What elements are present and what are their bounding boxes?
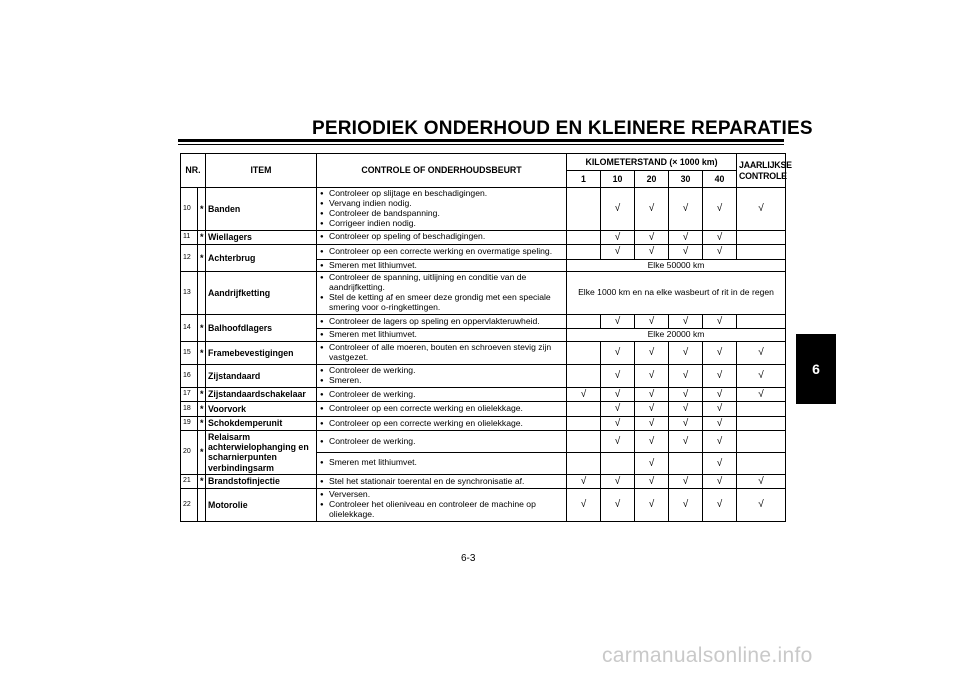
check-cell: √ <box>703 416 737 431</box>
table-row <box>181 230 786 245</box>
row-number: 20 <box>181 431 198 474</box>
check-cell: √ <box>601 431 635 453</box>
action-list <box>319 390 564 400</box>
table-row <box>181 387 786 402</box>
row-star: * <box>198 342 206 365</box>
table-row <box>181 489 786 522</box>
check-cell: √ <box>635 474 669 489</box>
action-item: ● Controleer op slijtage en beschadigingen. <box>319 189 564 199</box>
row-item: Framebevestigingen <box>206 342 317 365</box>
maintenance-table <box>180 153 792 522</box>
title-rule-thin <box>178 144 784 145</box>
row-star: * <box>198 474 206 489</box>
row-star: * <box>198 402 206 417</box>
action-list <box>319 317 564 327</box>
check-cell: √ <box>601 188 635 231</box>
check-cell <box>567 314 601 329</box>
check-cell <box>737 230 786 245</box>
action-item: ● Controleer of alle moeren, bouten en schroeven stevig zijn vastgezet. <box>319 343 564 363</box>
row-number: 11 <box>181 230 198 245</box>
header-annual-line2: CONTROLE <box>739 170 787 181</box>
interval-cell: Elke 1000 km en na elke wasbeurt of rit in de regen <box>567 272 786 315</box>
check-cell: √ <box>601 416 635 431</box>
check-cell: √ <box>635 387 669 402</box>
row-star: * <box>198 245 206 272</box>
check-cell: √ <box>669 365 703 388</box>
action-cell <box>317 342 567 365</box>
action-list <box>319 404 564 414</box>
table-row <box>181 365 786 388</box>
check-cell: √ <box>703 245 737 260</box>
check-cell: √ <box>703 230 737 245</box>
action-list <box>319 343 564 363</box>
header-km-20: 20 <box>635 171 669 188</box>
row-number: 10 <box>181 188 198 231</box>
action-cell <box>317 314 567 329</box>
action-item: ● Smeren met lithiumvet. <box>319 330 564 340</box>
row-item: Zijstandaardschakelaar <box>206 387 317 402</box>
check-cell: √ <box>635 452 669 474</box>
action-cell <box>317 272 567 315</box>
action-cell <box>317 259 567 272</box>
check-cell <box>737 416 786 431</box>
row-number: 22 <box>181 489 198 522</box>
table-row <box>181 188 786 231</box>
row-number: 17 <box>181 387 198 402</box>
header-km-10: 10 <box>601 171 635 188</box>
table-row <box>181 342 786 365</box>
row-number: 18 <box>181 402 198 417</box>
table-row <box>181 474 786 489</box>
check-cell: √ <box>567 387 601 402</box>
check-cell: √ <box>703 365 737 388</box>
check-cell <box>567 431 601 453</box>
check-cell: √ <box>635 314 669 329</box>
check-cell <box>567 365 601 388</box>
header-annual <box>737 154 792 188</box>
header-km: KILOMETERSTAND (× 1000 km) <box>567 154 737 171</box>
action-cell <box>317 474 567 489</box>
check-cell: √ <box>601 489 635 522</box>
check-cell <box>567 245 601 260</box>
action-list <box>319 232 564 242</box>
action-list <box>319 261 564 271</box>
check-cell: √ <box>601 245 635 260</box>
action-cell <box>317 402 567 417</box>
check-cell: √ <box>669 314 703 329</box>
row-number: 12 <box>181 245 198 272</box>
action-list <box>319 189 564 229</box>
check-cell: √ <box>635 245 669 260</box>
row-item: Achterbrug <box>206 245 317 272</box>
action-cell <box>317 387 567 402</box>
row-star: * <box>198 230 206 245</box>
action-list <box>319 419 564 429</box>
check-cell: √ <box>601 474 635 489</box>
header-nr: NR. <box>181 154 206 188</box>
action-item: ● Controleer op speling of beschadigingen. <box>319 232 564 242</box>
check-cell: √ <box>669 342 703 365</box>
row-star: * <box>198 416 206 431</box>
check-cell: √ <box>703 489 737 522</box>
check-cell: √ <box>635 230 669 245</box>
row-item: Schokdemperunit <box>206 416 317 431</box>
check-cell: √ <box>635 365 669 388</box>
title-rule-thick <box>178 139 784 142</box>
row-number: 13 <box>181 272 198 315</box>
check-cell: √ <box>669 402 703 417</box>
check-cell: √ <box>669 245 703 260</box>
header-km-1: 1 <box>567 171 601 188</box>
row-item: Brandstofinjectie <box>206 474 317 489</box>
check-cell: √ <box>669 188 703 231</box>
table-row <box>181 431 786 453</box>
check-cell: √ <box>703 474 737 489</box>
check-cell: √ <box>567 474 601 489</box>
action-item: ● Smeren met lithiumvet. <box>319 261 564 271</box>
interval-cell: Elke 20000 km <box>567 329 786 342</box>
action-cell <box>317 416 567 431</box>
action-cell <box>317 489 567 522</box>
check-cell: √ <box>737 188 786 231</box>
check-cell: √ <box>669 474 703 489</box>
check-cell <box>737 314 786 329</box>
watermark: carmanualsonline.info <box>602 644 813 667</box>
check-cell: √ <box>669 387 703 402</box>
table-row <box>181 416 786 431</box>
action-cell <box>317 230 567 245</box>
row-star <box>198 365 206 388</box>
check-cell: √ <box>737 387 786 402</box>
check-cell <box>567 452 601 474</box>
row-number: 14 <box>181 314 198 341</box>
check-cell: √ <box>601 365 635 388</box>
action-cell <box>317 431 567 453</box>
check-cell: √ <box>601 402 635 417</box>
action-cell <box>317 245 567 260</box>
action-item: ● Controleer op een correcte werking en overmatige speling. <box>319 247 564 257</box>
check-cell: √ <box>635 489 669 522</box>
action-cell <box>317 329 567 342</box>
action-item: ● Stel het stationair toerental en de synchronisatie af. <box>319 477 564 487</box>
row-item: Voorvork <box>206 402 317 417</box>
row-star: * <box>198 314 206 341</box>
header-item: ITEM <box>206 154 317 188</box>
check-cell: √ <box>635 416 669 431</box>
check-cell: √ <box>703 452 737 474</box>
header-annual-line1: JAARLIJKSE <box>739 159 792 170</box>
action-item: ● Verversen. <box>319 490 564 500</box>
row-number: 19 <box>181 416 198 431</box>
check-cell <box>737 245 786 260</box>
check-cell <box>567 402 601 417</box>
action-item: ● Stel de ketting af en smeer deze grondig met een speciale smering voor o-ringkettingen. <box>319 293 564 313</box>
action-item: ● Controleer de werking. <box>319 366 564 376</box>
check-cell <box>567 416 601 431</box>
row-star: * <box>198 188 206 231</box>
row-number: 21 <box>181 474 198 489</box>
check-cell: √ <box>635 402 669 417</box>
row-star <box>198 272 206 315</box>
action-list <box>319 247 564 257</box>
row-item: Zijstandaard <box>206 365 317 388</box>
action-cell <box>317 452 567 474</box>
check-cell: √ <box>635 431 669 453</box>
interval-cell: Elke 50000 km <box>567 259 786 272</box>
action-item: ● Controleer op een correcte werking en olielekkage. <box>319 419 564 429</box>
action-list <box>319 366 564 386</box>
action-item: ● Controleer de werking. <box>319 390 564 400</box>
check-cell <box>567 188 601 231</box>
table-row <box>181 402 786 417</box>
row-number: 15 <box>181 342 198 365</box>
row-number: 16 <box>181 365 198 388</box>
check-cell: √ <box>601 387 635 402</box>
check-cell: √ <box>669 230 703 245</box>
action-list <box>319 273 564 313</box>
table-row <box>181 314 786 329</box>
check-cell: √ <box>601 314 635 329</box>
header-km-40: 40 <box>703 171 737 188</box>
table-row <box>181 272 786 315</box>
row-item: Wiellagers <box>206 230 317 245</box>
header-check: CONTROLE OF ONDERHOUDSBEURT <box>317 154 567 188</box>
action-item: ● Controleer de werking. <box>319 437 564 447</box>
row-item: Relaisarm achterwielophanging en scharnierpunten verbindingsarm <box>206 431 317 474</box>
row-item: Aandrijfketting <box>206 272 317 315</box>
action-item: ● Corrigeer indien nodig. <box>319 219 564 229</box>
action-item: ● Vervang indien nodig. <box>319 199 564 209</box>
check-cell: √ <box>703 314 737 329</box>
row-item: Balhoofdlagers <box>206 314 317 341</box>
check-cell: √ <box>635 342 669 365</box>
check-cell: √ <box>737 489 786 522</box>
action-cell <box>317 188 567 231</box>
row-item: Banden <box>206 188 317 231</box>
header-km-30: 30 <box>669 171 703 188</box>
check-cell <box>737 402 786 417</box>
page-number: 6-3 <box>461 553 476 564</box>
action-item: ● Smeren. <box>319 376 564 386</box>
action-list <box>319 437 564 447</box>
action-item: ● Controleer de lagers op speling en oppervlakteruwheid. <box>319 317 564 327</box>
check-cell: √ <box>601 230 635 245</box>
action-list <box>319 330 564 340</box>
check-cell <box>737 452 786 474</box>
chapter-tab: 6 <box>796 334 836 404</box>
action-item: ● Controleer de bandspanning. <box>319 209 564 219</box>
action-cell <box>317 365 567 388</box>
check-cell: √ <box>737 474 786 489</box>
check-cell: √ <box>669 489 703 522</box>
table-row <box>181 245 786 260</box>
check-cell: √ <box>703 431 737 453</box>
check-cell: √ <box>737 365 786 388</box>
check-cell <box>601 452 635 474</box>
check-cell: √ <box>635 188 669 231</box>
table-body <box>181 188 786 522</box>
check-cell: √ <box>703 387 737 402</box>
row-star: * <box>198 387 206 402</box>
check-cell <box>567 230 601 245</box>
action-item: ● Controleer het olieniveau en controleer de machine op olielekkage. <box>319 500 564 520</box>
action-item: ● Controleer de spanning, uitlijning en conditie van de aandrijfketting. <box>319 273 564 293</box>
row-item: Motorolie <box>206 489 317 522</box>
check-cell: √ <box>669 416 703 431</box>
row-star: * <box>198 431 206 474</box>
check-cell: √ <box>703 402 737 417</box>
check-cell: √ <box>703 188 737 231</box>
action-list <box>319 477 564 487</box>
check-cell <box>737 431 786 453</box>
action-item: ● Controleer op een correcte werking en olielekkage. <box>319 404 564 414</box>
check-cell <box>567 342 601 365</box>
check-cell <box>669 452 703 474</box>
row-star <box>198 489 206 522</box>
action-list <box>319 490 564 520</box>
check-cell: √ <box>703 342 737 365</box>
check-cell: √ <box>567 489 601 522</box>
check-cell: √ <box>737 342 786 365</box>
check-cell: √ <box>601 342 635 365</box>
action-item: ● Smeren met lithiumvet. <box>319 458 564 468</box>
action-list <box>319 458 564 468</box>
page-title: PERIODIEK ONDERHOUD EN KLEINERE REPARATIES <box>312 118 813 139</box>
check-cell: √ <box>669 431 703 453</box>
